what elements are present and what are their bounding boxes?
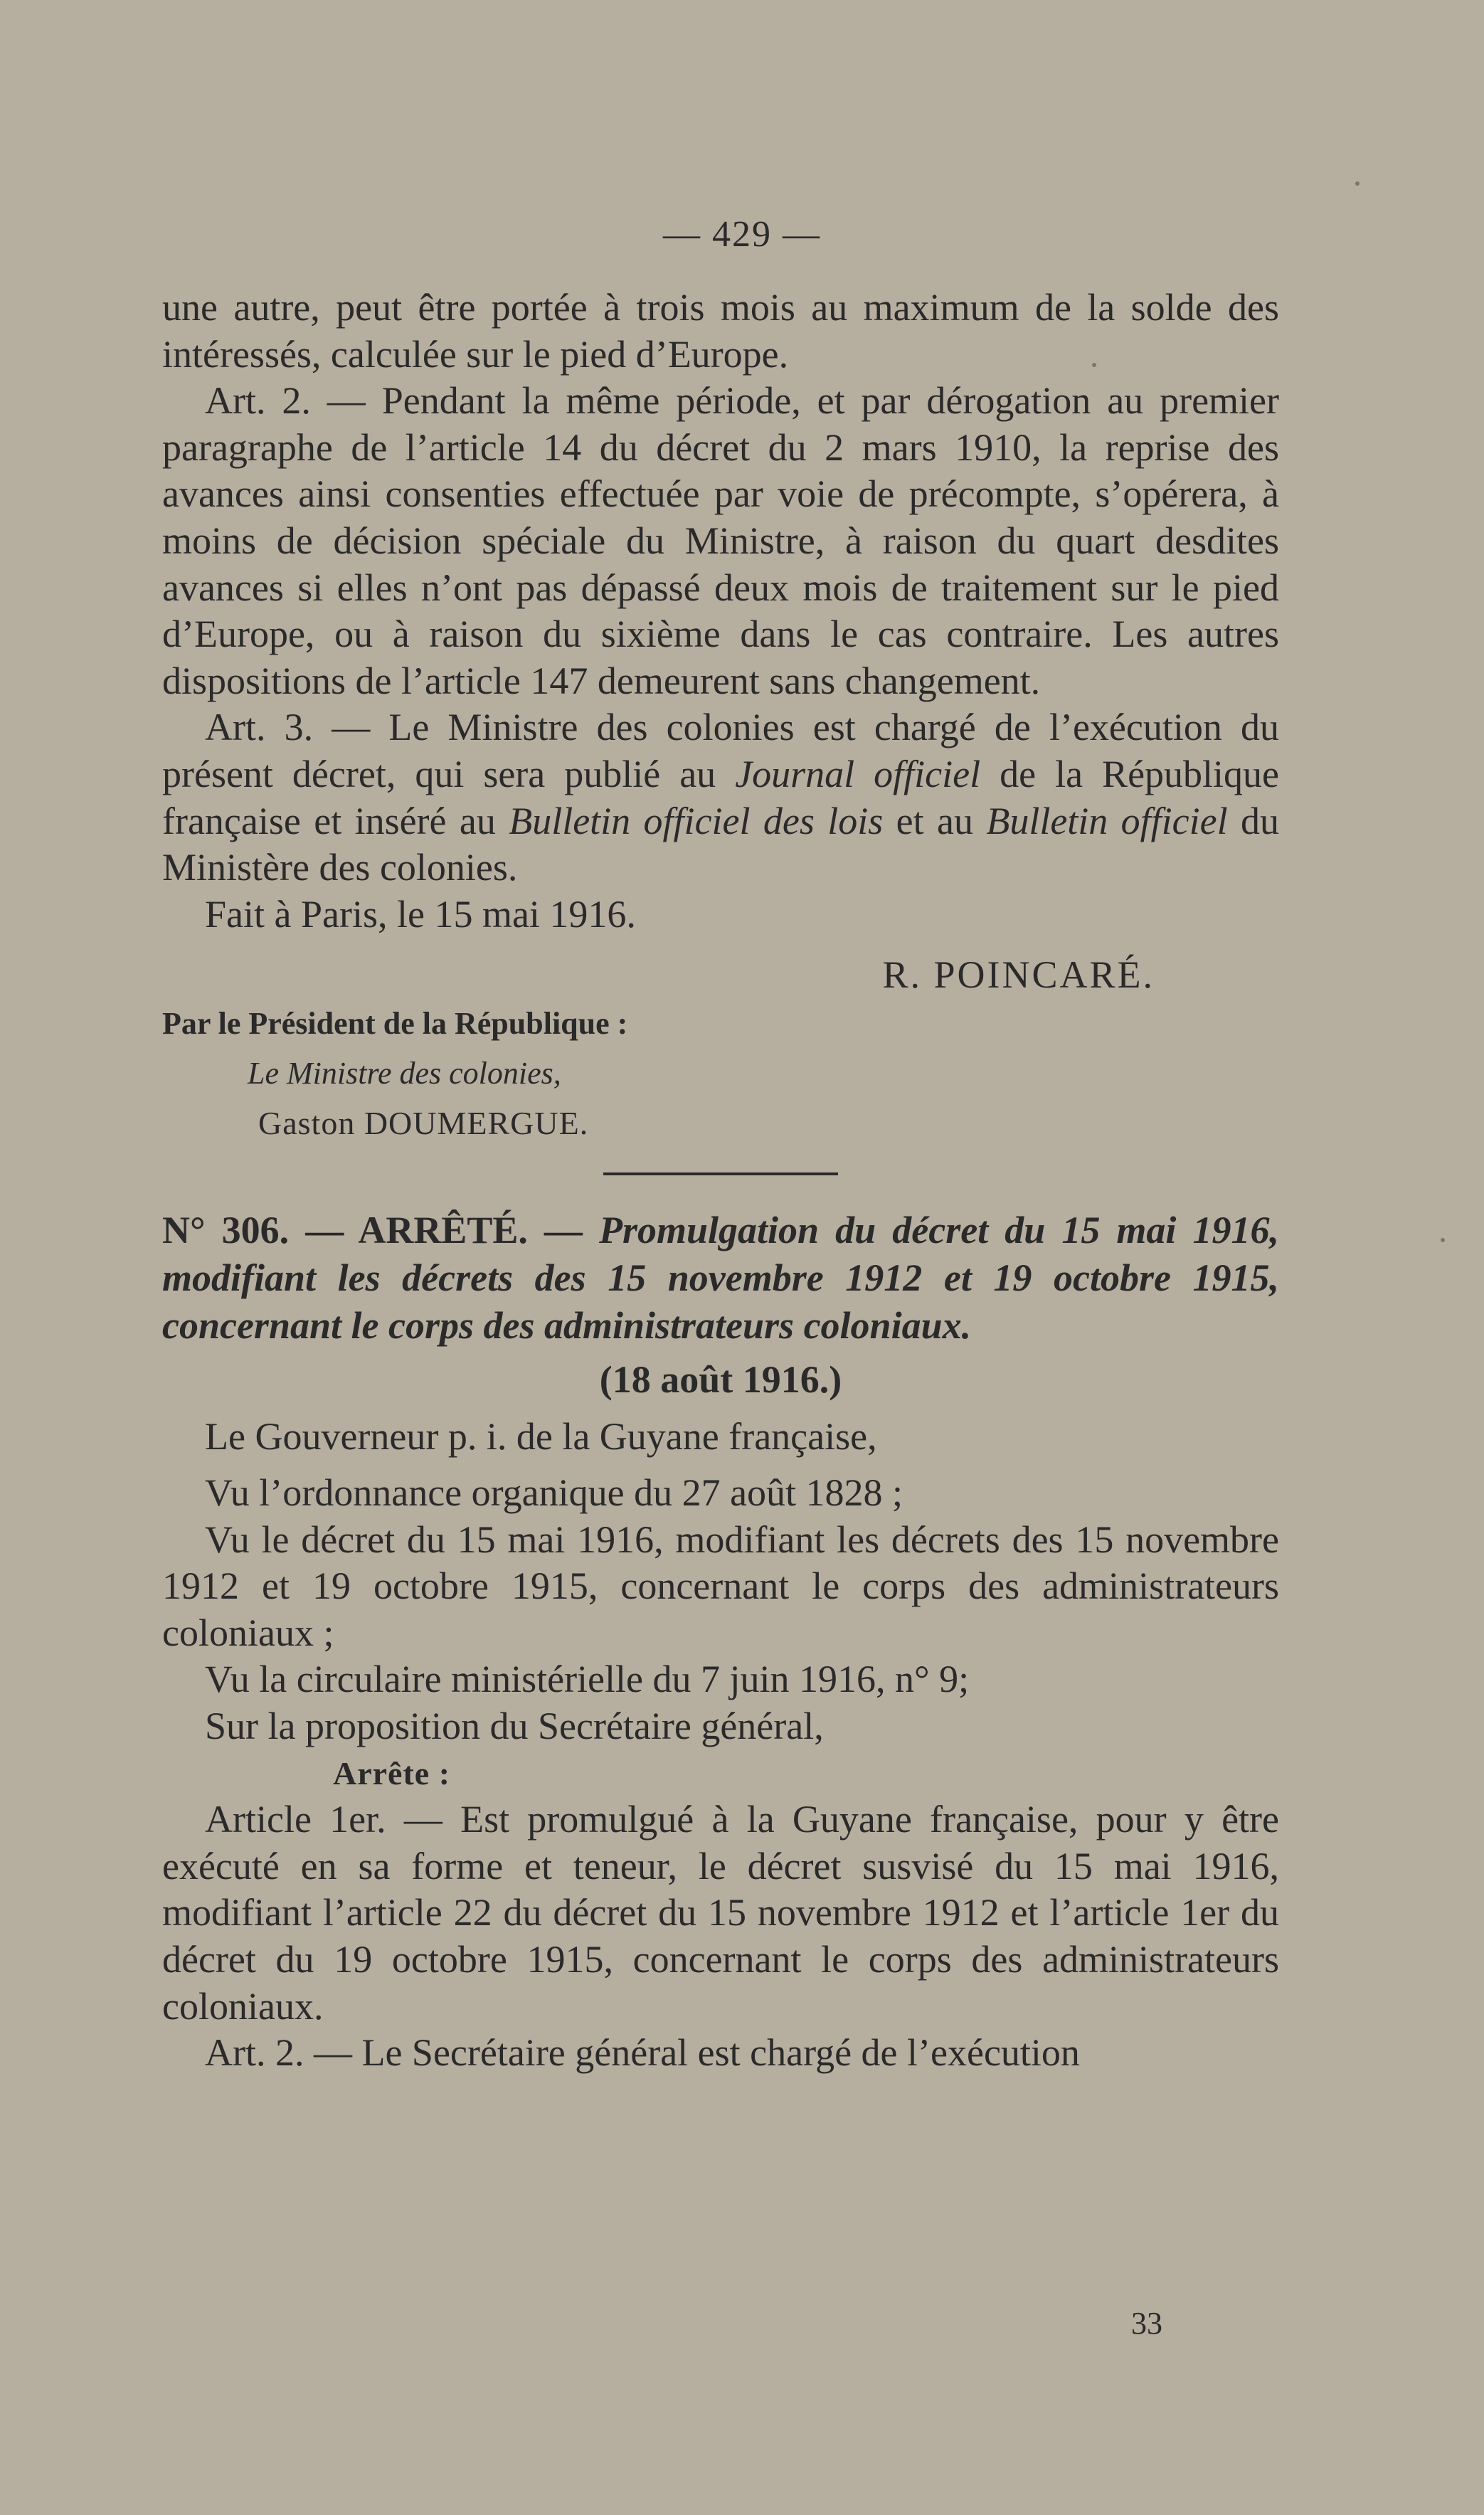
paper-speck [1441, 1238, 1445, 1242]
signature-doumergue: Gaston DOUMERGUE. [258, 1104, 589, 1141]
page-number: — 429 — [663, 214, 821, 255]
art3-lead: Art. 3. — Le Ministre des colonies est chargé de l’exécution du présent décret, qui sera publié au [162, 706, 1279, 795]
arrete-title [162, 1207, 1279, 1350]
article-2: Art. 2. — Le Secrétaire général est chargé de l’exécution [205, 2031, 1080, 2075]
ministre-colonies: Le Ministre des colonies, [248, 1055, 561, 1091]
art3-mid2: et au [883, 799, 987, 842]
body-text [162, 285, 1279, 2077]
sur-proposition: Sur la proposition du Secrétaire général, [205, 1705, 824, 1748]
art3-bulletin-lois: Bulletin officiel des lois [509, 799, 884, 842]
fait-a-paris: Fait à Paris, le 15 mai 1916. [205, 892, 636, 936]
paper-speck [1092, 363, 1096, 367]
art3-mid1: de la République française et inséré au [162, 752, 1280, 842]
par-le-president: Par le Président de la République : [162, 1005, 628, 1041]
art3-tail: du Ministère des colonies. [162, 799, 1279, 889]
vu-ordonnance: Vu l’ordonnance organique du 27 août 1828 ; [205, 1471, 903, 1515]
gouverneur-line: Le Gouverneur p. i. de la Guyane française, [205, 1414, 877, 1458]
article-1: Article 1er. — Est promulgué à la Guyane française, pour y être exécuté en sa forme et teneur, le décret susvisé du 15 mai 1916, modifiant l’article 22 du décret du 15 novembre 1912 et l’article 1er du décret du 19 octobre 1915, concernant le corps des administrateurs coloniaux. [162, 1798, 1279, 2028]
signature-number: 33 [1131, 2306, 1162, 2341]
arrete-number: N° 306. — ARRÊTÉ. — [162, 1208, 600, 1251]
arrete-label: Arrête : [333, 1754, 451, 1791]
art3-bulletin-colonies: Bulletin officiel [986, 799, 1228, 842]
art3-journal: Journal officiel [735, 752, 981, 795]
arrete-subject: Promulgation du décret du 15 mai 1916, modifiant les décrets des 15 novembre 1912 et 19 octobre 1915, concernant le corps des administrateurs coloniaux. [162, 1208, 1280, 1347]
arrete-date: (18 août 1916.) [599, 1357, 842, 1401]
vu-decret: Vu le décret du 15 mai 1916, modifiant les décrets des 15 novembre 1912 et 19 octobre 1915, concernant le corps des administrateurs coloniaux ; [162, 1518, 1279, 1654]
signature-poincare: R. POINCARÉ. [882, 953, 1155, 997]
section-divider [603, 1172, 838, 1175]
paper-speck [1355, 181, 1360, 186]
paragraph-continuation: une autre, peut être portée à trois mois au maximum de la solde des intéressés, calculée sur le pied d’Europe. [162, 286, 1279, 376]
paragraph-art2: Art. 2. — Pendant la même période, et par dérogation au premier paragraphe de l’article 14 du décret du 2 mars 1910, la reprise des avances ainsi consenties effectuée par voie de précompte, s’opérera, à moins de décision spéciale du Ministre, à raison du quart desdites avances si elles n’ont pas dépassé deux mois de traitement sur le pied d’Europe, ou à raison du sixième dans le cas contraire. Les autres dispositions de l’article 147 demeurent sans changement. [162, 379, 1279, 702]
vu-circulaire: Vu la circulaire ministérielle du 7 juin 1916, n° 9; [205, 1658, 970, 1701]
paragraph-art3 [162, 704, 1279, 891]
